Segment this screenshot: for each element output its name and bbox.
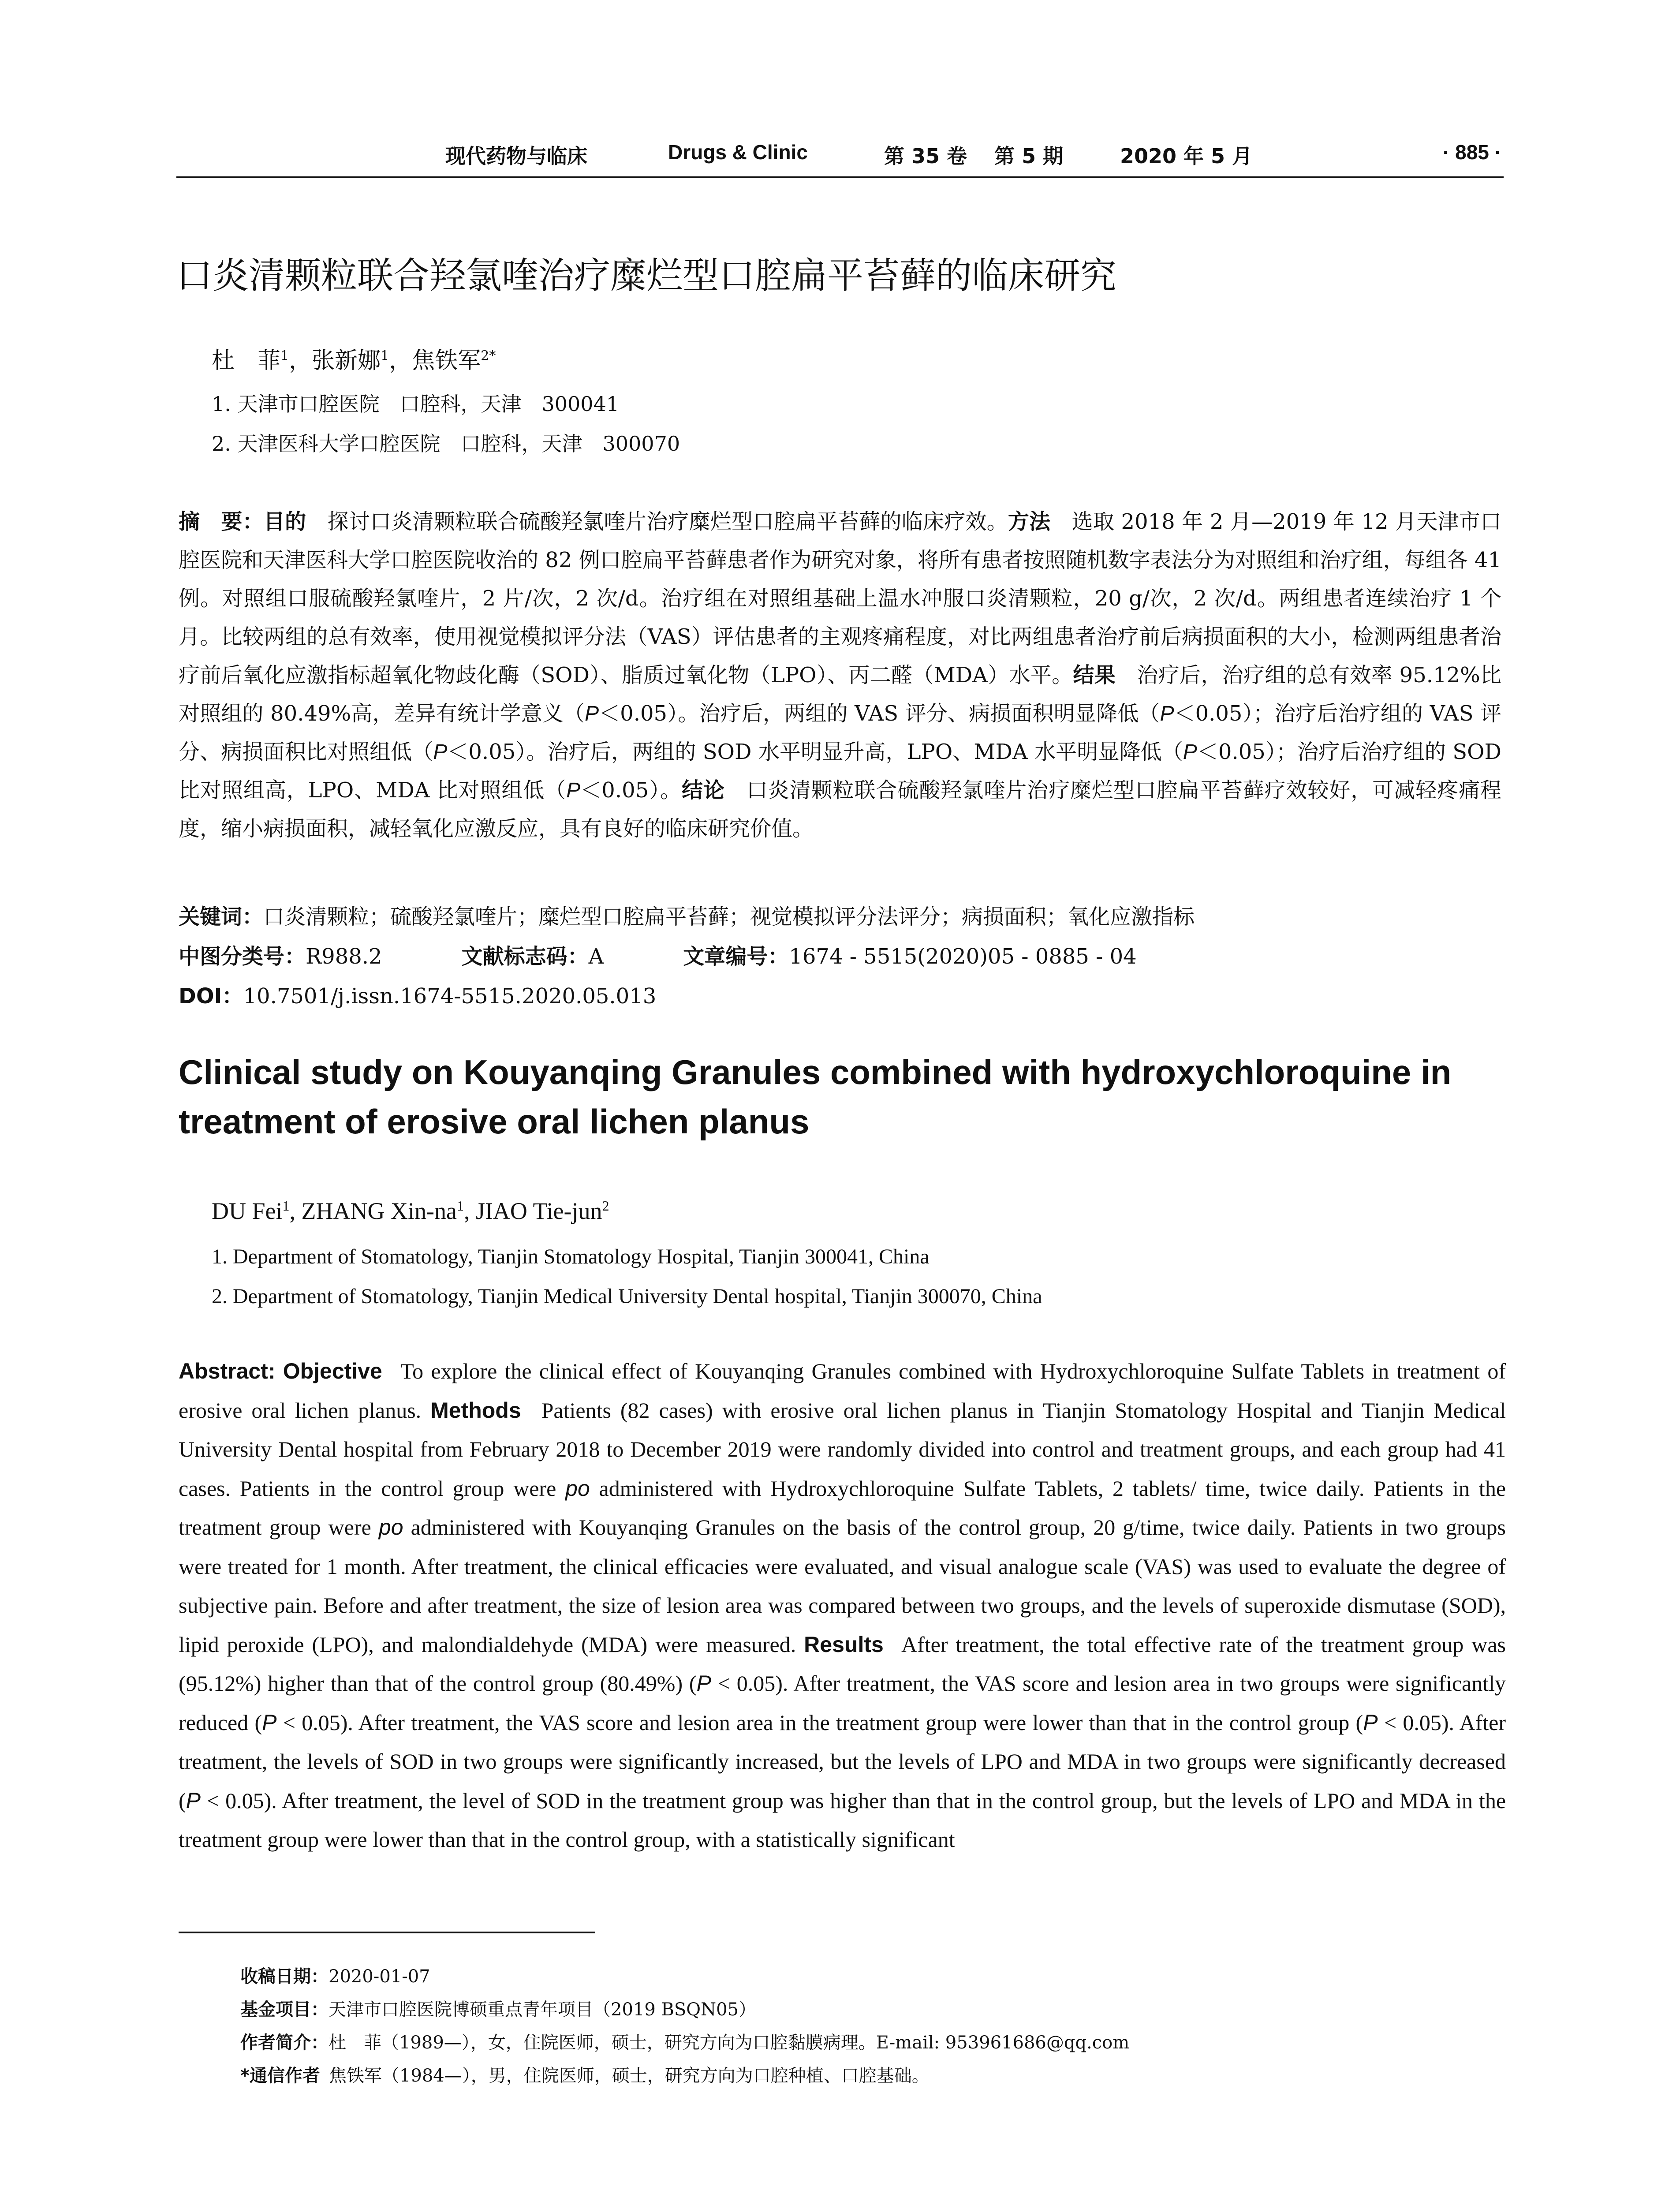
running-header — [179, 140, 1515, 171]
doi-value: 10.7501/j.issn.1674-5515.2020.05.013 — [243, 984, 657, 1009]
affiliation-en-1: 1. Department of Stomatology, Tianjin Stomatology Hospital, Tianjin 300041, China — [212, 1245, 930, 1268]
doccode-label: 文献标志码： — [461, 944, 589, 969]
footnote-rule — [179, 1932, 595, 1933]
bio-text: 杜 菲（1989—），女，住院医师，硕士，研究方向为口腔黏膜病理。E-mail: 953961686@qq.com — [329, 2033, 1130, 2053]
keywords-label: 关键词： — [179, 904, 264, 929]
footnote-received — [240, 1962, 430, 1988]
p-symbol: P — [1160, 702, 1174, 725]
corr-text: 焦铁军（1984—），男，住院医师，硕士，研究方向为口腔种植、口腔基础。 — [329, 2066, 930, 2086]
author-name: , JIAO Tie-jun — [463, 1198, 602, 1224]
author-sup: 1 — [381, 348, 389, 364]
methods-text-en: administered with Kouyanqing Granules on the basis of the control group, 20 g/time, twice daily. Patients in two groups were treated for 1 month. After treatment, the clinical efficacies were evaluated, and visual analogue scale (VAS) was used to evaluate the degree of subjective pain. Before and after treatment, the size of lesion area was compared between two groups, and the levels of superoxide dismutase (SOD), lipid peroxide (LPO), and malondialdehyde (MDA) were measured. — [179, 1515, 1506, 1657]
methods-text-en: Patients (82 cases) with erosive oral lichen planus in Tianjin Stomatology Hospital and Tianjin Medical University Dental hospital from February 2018 to December 2019 were randomly divided into control and treatment groups, and each group had 41 cases. Patients in the control group were — [179, 1398, 1506, 1501]
footnote-bio — [240, 2029, 1129, 2054]
p-symbol: P — [262, 1710, 277, 1735]
fund-label: 基金项目： — [240, 1999, 329, 2020]
clc-value: R988.2 — [306, 944, 382, 969]
received-date: 2020-01-07 — [329, 1966, 430, 1987]
po-term: po — [378, 1515, 403, 1540]
p-symbol: P — [186, 1788, 201, 1813]
conclusion-text: 口炎清颗粒联合硫酸羟氯喹片治疗糜烂型口腔扁平苔藓疗效较好，可减轻疼痛程度，缩小病损面积，减轻氧化应激反应，具有良好的临床研究价值。 — [179, 778, 1501, 841]
page-number: · 885 · — [1443, 141, 1501, 164]
objective-label-en: Objective — [283, 1359, 382, 1383]
methods-label: 方法 — [1008, 509, 1051, 534]
author-name: ，焦铁军 — [389, 348, 481, 374]
corr-label: *通信作者 — [240, 2066, 320, 2086]
article-no-value: 1674 - 5515(2020)05 - 0885 - 04 — [789, 944, 1137, 969]
po-term: po — [565, 1476, 590, 1501]
objective-label: 目的 — [263, 509, 306, 534]
issue: 第 5 期 — [994, 144, 1064, 168]
journal-name-en: Drugs & Clinic — [668, 141, 808, 164]
doi-line — [179, 979, 656, 1009]
author-sup: 1 — [282, 1198, 290, 1214]
p-symbol: P — [585, 702, 599, 725]
results-text-en: < 0.05). After treatment, the VAS score and lesion area in the treatment group were lower than that in the control group ( — [283, 1710, 1363, 1735]
affiliation-cn-1: 1. 天津市口腔医院 口腔科，天津 300041 — [212, 392, 620, 416]
volume: 第 35 卷 — [884, 144, 967, 168]
keywords-cn — [179, 900, 1195, 930]
results-label-en: Results — [804, 1632, 884, 1657]
author-sup: 2 — [602, 1198, 609, 1214]
received-label: 收稿日期： — [240, 1966, 329, 1987]
header-rule — [176, 176, 1504, 178]
doccode-value: A — [588, 944, 604, 969]
authors-en — [212, 1197, 609, 1225]
p-symbol: P — [433, 740, 448, 764]
methods-text: 选取 2018 年 2 月—2019 年 12 月天津市口腔医院和天津医科大学口腔医院收治的 82 例口腔扁平苔藓患者作为研究对象，将所有患者按照随机数字表法分为对照组和治疗组，每组各 41 例。对照组口服硫酸羟氯喹片，2 片/次，2 次/d。治疗组在对照组基础上温水冲服口炎清颗粒，20 g/次，2 次/d。两组患者连续治疗 1 个月。比较两组的总有效率，使用视觉模拟评分法（VAS）评估患者的主观疼痛程度，对比两组患者治疗前后病损面积的大小，检测两组患者治疗前后氧化应激指标超氧化物歧化酶（SOD）、脂质过氧化物（LPO）、丙二醛（MDA）水平。 — [179, 509, 1501, 688]
bio-label: 作者简介： — [240, 2033, 329, 2053]
results-text: ＜0.05）。治疗后，两组的 SOD 水平明显升高，LPO、MDA 水平明显降低（ — [447, 740, 1183, 764]
results-text-en: < 0.05). After treatment, the levels of SOD in two groups were significantly increased, but the levels of LPO and MDA in two groups were significantly decreased ( — [179, 1710, 1506, 1813]
footnote-corresponding — [240, 2062, 930, 2087]
article-no-label: 文章编号： — [683, 944, 789, 969]
authors-cn — [212, 342, 496, 375]
article-title-en: Clinical study on Kouyanqing Granules combined with hydroxychloroquine in treatment of erosive oral lichen planus — [179, 1053, 1452, 1141]
affiliation-cn-2: 2. 天津医科大学口腔医院 口腔科，天津 300070 — [212, 432, 680, 456]
p-symbol: P — [1183, 740, 1197, 764]
classification-line — [179, 939, 1137, 970]
methods-text-en: administered with Hydroxychloroquine Sulfate Tablets, 2 tablets/ time, twice daily. Patients in the treatment group were — [179, 1476, 1506, 1540]
results-text: ＜0.05）。治疗后，两组的 VAS 评分、病损面积明显降低（ — [599, 701, 1160, 726]
results-text-en: < 0.05). After treatment, the level of SOD in the treatment group was higher than that in the control group, but the levels of LPO and MDA in the treatment group were lower than that in the control group, with a statistically significant — [179, 1788, 1506, 1852]
methods-label-en: Methods — [430, 1398, 521, 1423]
keywords-text: 口炎清颗粒；硫酸羟氯喹片；糜烂型口腔扁平苔藓；视觉模拟评分法评分；病损面积；氧化应激指标 — [263, 904, 1195, 929]
results-text-en: After treatment, the total effective rate of the treatment group was (95.12%) higher than that of the control group (80.49%) ( — [179, 1632, 1506, 1696]
abstract-label: 摘 要： — [179, 509, 264, 534]
p-symbol: P — [566, 779, 581, 802]
affiliation-en-2: 2. Department of Stomatology, Tianjin Medical University Dental hospital, Tianjin 300070, China — [212, 1285, 1042, 1308]
conclusion-label: 结论 — [682, 778, 725, 803]
results-text-en: < 0.05). After treatment, the VAS score and lesion area in two groups were significantly reduced ( — [179, 1671, 1506, 1735]
author-name: ，张新娜 — [289, 348, 381, 374]
journal-name-cn: 现代药物与临床 — [445, 144, 587, 168]
author-name: DU Fei — [212, 1198, 283, 1224]
author-sup: 2* — [481, 348, 496, 364]
article-title-cn: 口炎清颗粒联合羟氯喹治疗糜烂型口腔扁平苔藓的临床研究 — [176, 255, 1117, 297]
results-text: 治疗后，治疗组的总有效率 95.12%比对照组的 80.49%高，差异有统计学意义（ — [179, 663, 1501, 726]
author-name: 杜 菲 — [212, 348, 281, 374]
footnote-fund — [240, 1996, 756, 2021]
abstract-en — [179, 1352, 1506, 1859]
author-sup: 1 — [456, 1198, 464, 1214]
results-text: ＜0.05）；治疗后治疗组的 VAS 评分、病损面积比对照组低（ — [179, 701, 1501, 764]
p-symbol: P — [696, 1671, 711, 1696]
issue-date: 2020 年 5 月 — [1120, 144, 1253, 168]
abstract-cn — [179, 503, 1501, 848]
results-text: ＜0.05）。 — [580, 778, 682, 803]
results-label: 结果 — [1073, 663, 1116, 688]
objective-text-en: To explore the clinical effect of Kouyanqing Granules combined with Hydroxychloroquine Sulfate Tablets in treatment of erosive oral lichen planus. — [179, 1359, 1506, 1423]
author-sup: 1 — [280, 348, 289, 364]
fund-text: 天津市口腔医院博硕重点青年项目（2019 BSQN05） — [329, 1999, 756, 2020]
clc-label: 中图分类号： — [179, 944, 306, 969]
p-symbol: P — [1363, 1710, 1378, 1735]
doi-label: DOI： — [179, 984, 243, 1009]
abstract-label-en: Abstract: — [179, 1359, 276, 1383]
results-text: ＜0.05）；治疗后治疗组的 SOD 比对照组高，LPO、MDA 比对照组低（ — [179, 740, 1501, 803]
objective-text: 探讨口炎清颗粒联合硫酸羟氯喹片治疗糜烂型口腔扁平苔藓的临床疗效。 — [327, 509, 1008, 534]
author-name: , ZHANG Xin-na — [289, 1198, 457, 1224]
